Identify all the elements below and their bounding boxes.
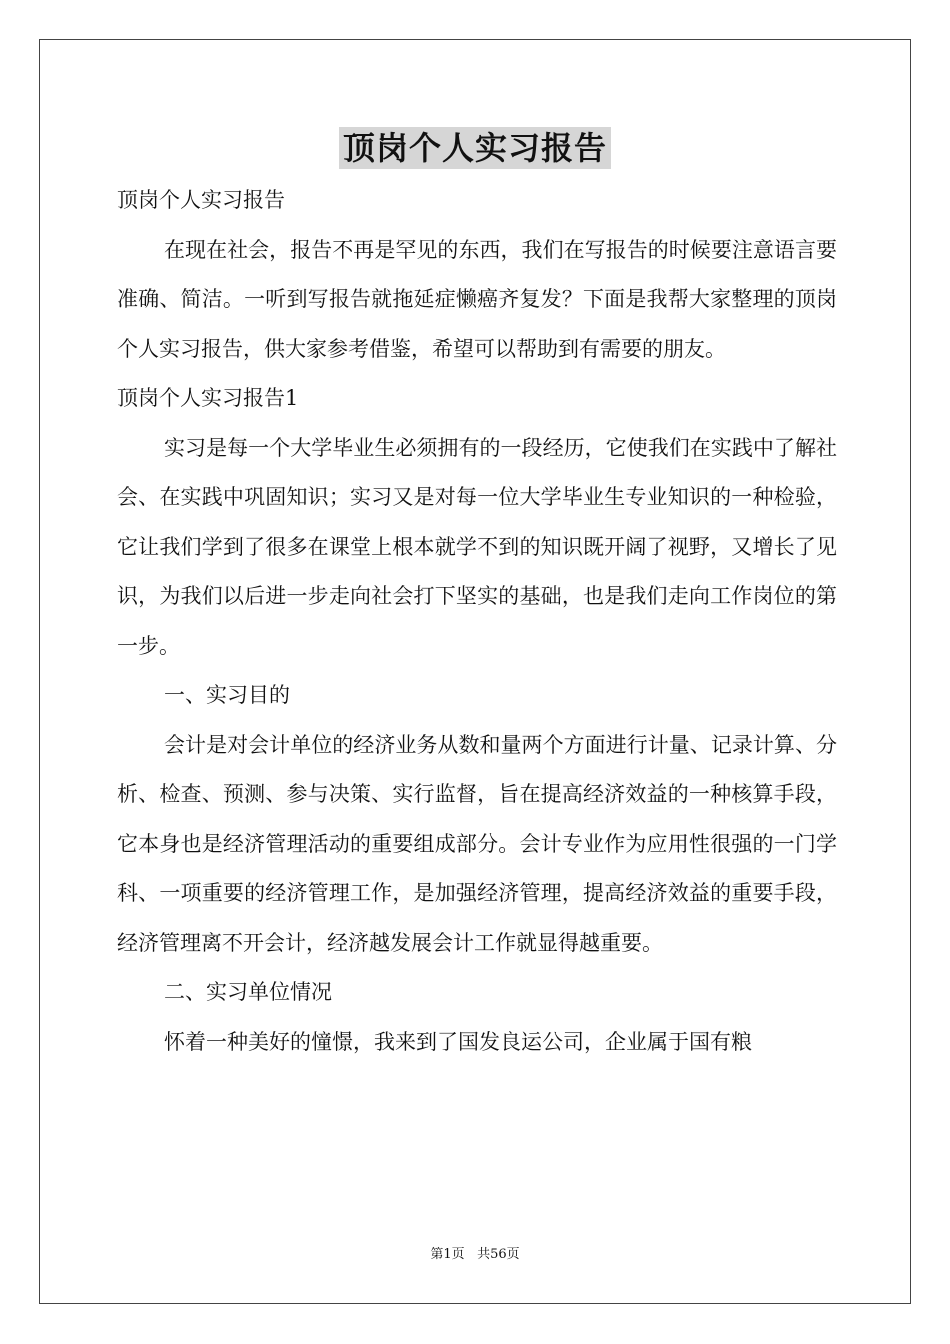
paragraph: 怀着一种美好的憧憬，我来到了国发良运公司，企业属于国有粮 <box>164 1029 752 1054</box>
page-footer <box>0 1246 950 1264</box>
paragraph: 实习是每一个大学毕业生必须拥有的一段经历，它使我们在实践中了解社会、在实践中巩固知识；实习又是对每一位大学毕业生专业知识的一种检验，它让我们学到了很多在课堂上根本就学不到的知识既开阔了视野，又增长了见识，为我们以后进一步走向社会打下坚实的基础，也是我们走向工作岗位的第一步。 <box>117 435 837 658</box>
paragraph: 二、实习单位情况 <box>164 980 332 1004</box>
paragraph: 在现在社会，报告不再是罕见的东西，我们在写报告的时候要注意语言要准确、简洁。一听到写报告就拖延症懒癌齐复发？下面是我帮大家整理的顶岗个人实习报告，供大家参考借鉴，希望可以帮助到有需要的朋友。 <box>117 237 837 361</box>
footer-page-number: 1 <box>443 1247 452 1262</box>
paragraph: 顶岗个人实习报告 <box>117 188 285 212</box>
title-container <box>0 127 950 169</box>
document-body <box>117 176 837 1067</box>
footer-total-pages: 56 <box>490 1247 507 1262</box>
paragraph: 一、实习目的 <box>164 683 290 707</box>
footer-page-label: 第 <box>430 1247 444 1262</box>
footer-total-label: 共 <box>477 1247 491 1262</box>
paragraph: 顶岗个人实习报告1 <box>117 386 299 410</box>
paragraph: 会计是对会计单位的经济业务从数和量两个方面进行计量、记录计算、分析、检查、预测、参与决策、实行监督，旨在提高经济效益的一种核算手段，它本身也是经济管理活动的重要组成部分。会计专业作为应用性很强的一门学科、一项重要的经济管理工作，是加强经济管理，提高经济效益的重要手段，经济管理离不开会计，经济越发展会计工作就显得越重要。 <box>117 732 837 955</box>
footer-total-suffix: 页 <box>506 1247 520 1262</box>
document-title: 顶岗个人实习报告 <box>339 127 611 169</box>
footer-page-suffix: 页 <box>451 1247 465 1262</box>
